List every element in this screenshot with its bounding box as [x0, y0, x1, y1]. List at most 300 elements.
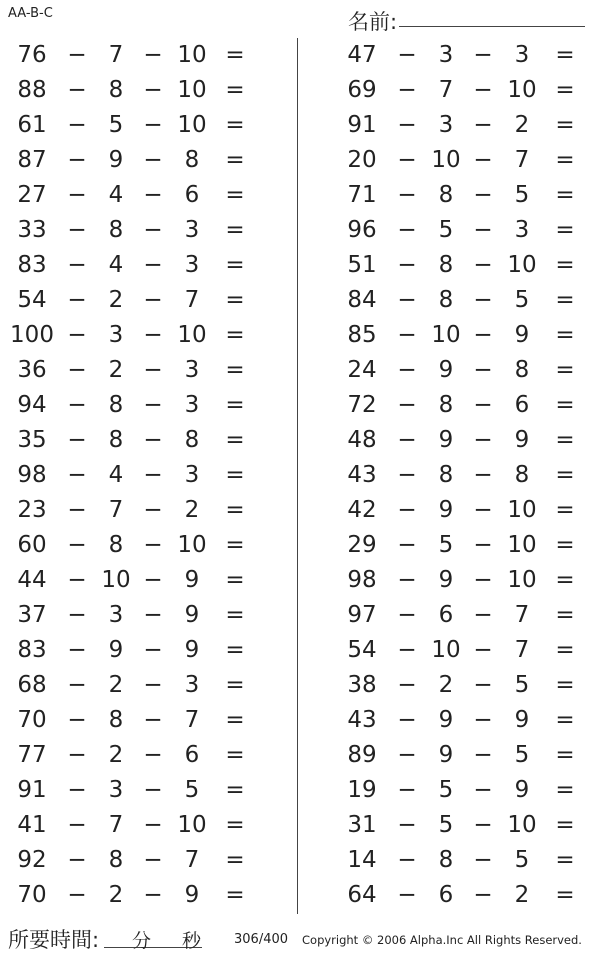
problem-row — [330, 563, 600, 598]
subtrahend-1: 5 — [438, 777, 454, 803]
column-divider — [297, 38, 298, 914]
equals-sign: = — [555, 427, 575, 453]
minus-sign: − — [473, 357, 493, 383]
subtrahend-2: 6 — [184, 182, 200, 208]
problem-row — [330, 878, 600, 913]
minus-sign: − — [473, 847, 493, 873]
minus-sign: − — [473, 427, 493, 453]
subtrahend-1: 6 — [438, 602, 454, 628]
subtrahend-1: 5 — [438, 812, 454, 838]
equals-sign: = — [555, 777, 575, 803]
minutes-label: 分 — [132, 930, 152, 952]
equals-sign: = — [225, 847, 245, 873]
minus-sign: − — [397, 147, 417, 173]
minus-sign: − — [67, 252, 87, 278]
minus-sign: − — [397, 357, 417, 383]
subtrahend-1: 8 — [438, 847, 454, 873]
minus-sign: − — [473, 322, 493, 348]
minuend: 69 — [347, 77, 377, 103]
problem-row — [0, 283, 270, 318]
subtrahend-2: 9 — [514, 707, 530, 733]
footer — [0, 922, 600, 952]
minus-sign: − — [473, 147, 493, 173]
minus-sign: − — [67, 742, 87, 768]
minus-sign: − — [397, 182, 417, 208]
minuend: 27 — [17, 182, 47, 208]
subtrahend-1: 10 — [431, 147, 461, 173]
minus-sign: − — [67, 777, 87, 803]
equals-sign: = — [555, 217, 575, 243]
minuend: 100 — [10, 322, 54, 348]
subtrahend-1: 2 — [108, 287, 124, 313]
problem-row — [0, 178, 270, 213]
subtrahend-2: 10 — [507, 77, 537, 103]
problem-row — [0, 318, 270, 353]
minuend: 83 — [17, 637, 47, 663]
minus-sign: − — [473, 112, 493, 138]
subtrahend-2: 10 — [177, 532, 207, 558]
equals-sign: = — [225, 217, 245, 243]
subtrahend-2: 8 — [514, 462, 530, 488]
problem-row — [0, 633, 270, 668]
minus-sign: − — [143, 637, 163, 663]
minuend: 54 — [347, 637, 377, 663]
subtrahend-1: 5 — [438, 532, 454, 558]
equals-sign: = — [555, 112, 575, 138]
right-problem-column — [330, 38, 600, 913]
minus-sign: − — [67, 427, 87, 453]
minus-sign: − — [397, 882, 417, 908]
minuend: 70 — [17, 707, 47, 733]
minus-sign: − — [397, 567, 417, 593]
minuend: 14 — [347, 847, 377, 873]
equals-sign: = — [225, 252, 245, 278]
equals-sign: = — [225, 322, 245, 348]
minus-sign: − — [67, 287, 87, 313]
subtrahend-2: 3 — [184, 672, 200, 698]
problem-row — [330, 318, 600, 353]
subtrahend-2: 9 — [514, 322, 530, 348]
minus-sign: − — [67, 42, 87, 68]
subtrahend-2: 8 — [184, 427, 200, 453]
equals-sign: = — [225, 532, 245, 558]
minus-sign: − — [143, 357, 163, 383]
subtrahend-2: 9 — [184, 637, 200, 663]
problem-row — [330, 353, 600, 388]
subtrahend-2: 9 — [184, 567, 200, 593]
minus-sign: − — [397, 497, 417, 523]
minuend: 37 — [17, 602, 47, 628]
minus-sign: − — [67, 147, 87, 173]
minuend: 89 — [347, 742, 377, 768]
minus-sign: − — [143, 742, 163, 768]
minuend: 97 — [347, 602, 377, 628]
minus-sign: − — [397, 707, 417, 733]
minus-sign: − — [473, 602, 493, 628]
minus-sign: − — [143, 147, 163, 173]
subtrahend-1: 10 — [431, 637, 461, 663]
minus-sign: − — [143, 777, 163, 803]
minus-sign: − — [143, 812, 163, 838]
minus-sign: − — [67, 392, 87, 418]
subtrahend-2: 10 — [177, 112, 207, 138]
minuend: 44 — [17, 567, 47, 593]
minus-sign: − — [143, 847, 163, 873]
minus-sign: − — [397, 427, 417, 453]
minus-sign: − — [473, 672, 493, 698]
subtrahend-2: 3 — [184, 392, 200, 418]
name-field-line[interactable] — [399, 26, 585, 27]
subtrahend-2: 9 — [514, 427, 530, 453]
minuend: 91 — [17, 777, 47, 803]
subtrahend-1: 8 — [108, 77, 124, 103]
problem-row — [0, 878, 270, 913]
subtrahend-2: 10 — [177, 77, 207, 103]
subtrahend-1: 2 — [108, 742, 124, 768]
subtrahend-2: 9 — [184, 602, 200, 628]
subtrahend-1: 9 — [438, 427, 454, 453]
minuend: 76 — [17, 42, 47, 68]
subtrahend-1: 7 — [108, 497, 124, 523]
subtrahend-1: 3 — [108, 322, 124, 348]
minus-sign: − — [397, 77, 417, 103]
problem-row — [0, 38, 270, 73]
minuend: 23 — [17, 497, 47, 523]
minuend: 51 — [347, 252, 377, 278]
minus-sign: − — [473, 77, 493, 103]
equals-sign: = — [225, 882, 245, 908]
subtrahend-2: 3 — [514, 42, 530, 68]
minuend: 85 — [347, 322, 377, 348]
equals-sign: = — [225, 357, 245, 383]
subtrahend-2: 10 — [177, 812, 207, 838]
equals-sign: = — [225, 602, 245, 628]
subtrahend-2: 3 — [184, 462, 200, 488]
subtrahend-2: 5 — [514, 672, 530, 698]
minuend: 36 — [17, 357, 47, 383]
problem-row — [330, 528, 600, 563]
minus-sign: − — [473, 462, 493, 488]
subtrahend-2: 3 — [184, 217, 200, 243]
problem-row — [0, 528, 270, 563]
subtrahend-2: 6 — [184, 742, 200, 768]
equals-sign: = — [555, 287, 575, 313]
minuend: 70 — [17, 882, 47, 908]
equals-sign: = — [555, 707, 575, 733]
minuend: 29 — [347, 532, 377, 558]
subtrahend-1: 4 — [108, 252, 124, 278]
problem-row — [0, 738, 270, 773]
subtrahend-1: 10 — [431, 322, 461, 348]
minus-sign: − — [473, 252, 493, 278]
left-problem-column — [0, 38, 270, 913]
subtrahend-2: 10 — [507, 532, 537, 558]
equals-sign: = — [555, 847, 575, 873]
minus-sign: − — [143, 252, 163, 278]
minus-sign: − — [397, 812, 417, 838]
minus-sign: − — [143, 497, 163, 523]
minus-sign: − — [397, 602, 417, 628]
minus-sign: − — [473, 392, 493, 418]
minus-sign: − — [143, 287, 163, 313]
minus-sign: − — [397, 287, 417, 313]
minus-sign: − — [397, 462, 417, 488]
minus-sign: − — [143, 602, 163, 628]
minus-sign: − — [143, 427, 163, 453]
subtrahend-1: 8 — [108, 217, 124, 243]
subtrahend-2: 2 — [184, 497, 200, 523]
page-number: 306/400 — [234, 932, 289, 947]
subtrahend-1: 3 — [108, 602, 124, 628]
subtrahend-1: 9 — [438, 357, 454, 383]
problem-row — [0, 73, 270, 108]
minus-sign: − — [143, 532, 163, 558]
minus-sign: − — [67, 357, 87, 383]
problem-row — [330, 143, 600, 178]
minus-sign: − — [473, 497, 493, 523]
problem-row — [0, 388, 270, 423]
subtrahend-2: 10 — [177, 322, 207, 348]
problem-row — [0, 248, 270, 283]
problem-row — [330, 248, 600, 283]
problem-row — [330, 108, 600, 143]
minus-sign: − — [143, 42, 163, 68]
equals-sign: = — [555, 147, 575, 173]
problem-row — [330, 808, 600, 843]
subtrahend-1: 8 — [108, 392, 124, 418]
minus-sign: − — [397, 847, 417, 873]
subtrahend-1: 8 — [108, 427, 124, 453]
minus-sign: − — [67, 567, 87, 593]
subtrahend-2: 5 — [514, 287, 530, 313]
minus-sign: − — [397, 42, 417, 68]
minus-sign: − — [67, 707, 87, 733]
minuend: 92 — [17, 847, 47, 873]
minus-sign: − — [143, 882, 163, 908]
minuend: 43 — [347, 707, 377, 733]
equals-sign: = — [555, 637, 575, 663]
minus-sign: − — [473, 182, 493, 208]
equals-sign: = — [225, 497, 245, 523]
equals-sign: = — [225, 287, 245, 313]
minus-sign: − — [473, 532, 493, 558]
minus-sign: − — [397, 217, 417, 243]
problem-row — [330, 598, 600, 633]
equals-sign: = — [555, 567, 575, 593]
minus-sign: − — [473, 742, 493, 768]
subtrahend-2: 5 — [514, 847, 530, 873]
problem-row — [0, 143, 270, 178]
minuend: 48 — [347, 427, 377, 453]
equals-sign: = — [555, 672, 575, 698]
subtrahend-1: 5 — [108, 112, 124, 138]
minuend: 47 — [347, 42, 377, 68]
minuend: 38 — [347, 672, 377, 698]
subtrahend-2: 8 — [184, 147, 200, 173]
subtrahend-1: 9 — [438, 742, 454, 768]
equals-sign: = — [225, 182, 245, 208]
minus-sign: − — [473, 217, 493, 243]
minuend: 87 — [17, 147, 47, 173]
problem-row — [0, 353, 270, 388]
minus-sign: − — [67, 672, 87, 698]
equals-sign: = — [555, 742, 575, 768]
minus-sign: − — [67, 462, 87, 488]
minus-sign: − — [143, 392, 163, 418]
subtrahend-2: 2 — [514, 882, 530, 908]
minus-sign: − — [397, 392, 417, 418]
minus-sign: − — [473, 567, 493, 593]
minuend: 61 — [17, 112, 47, 138]
equals-sign: = — [555, 882, 575, 908]
problem-row — [330, 178, 600, 213]
subtrahend-1: 8 — [108, 532, 124, 558]
worksheet-code: AA-B-C — [8, 6, 53, 21]
subtrahend-1: 6 — [438, 882, 454, 908]
subtrahend-1: 8 — [438, 182, 454, 208]
equals-sign: = — [225, 462, 245, 488]
minuend: 31 — [347, 812, 377, 838]
problem-row — [0, 808, 270, 843]
problem-row — [330, 843, 600, 878]
subtrahend-2: 8 — [514, 357, 530, 383]
subtrahend-1: 8 — [438, 392, 454, 418]
seconds-label: 秒 — [182, 930, 202, 952]
subtrahend-2: 10 — [507, 567, 537, 593]
subtrahend-2: 7 — [514, 602, 530, 628]
minus-sign: − — [143, 112, 163, 138]
minus-sign: − — [397, 532, 417, 558]
equals-sign: = — [555, 812, 575, 838]
subtrahend-1: 8 — [108, 707, 124, 733]
subtrahend-1: 8 — [438, 462, 454, 488]
subtrahend-2: 10 — [507, 252, 537, 278]
subtrahend-2: 3 — [184, 357, 200, 383]
subtrahend-1: 10 — [101, 567, 131, 593]
minus-sign: − — [143, 217, 163, 243]
equals-sign: = — [225, 427, 245, 453]
equals-sign: = — [225, 77, 245, 103]
minus-sign: − — [143, 707, 163, 733]
equals-sign: = — [555, 497, 575, 523]
subtrahend-1: 7 — [438, 77, 454, 103]
subtrahend-1: 8 — [438, 252, 454, 278]
minuend: 94 — [17, 392, 47, 418]
subtrahend-1: 2 — [108, 672, 124, 698]
minuend: 68 — [17, 672, 47, 698]
subtrahend-2: 10 — [177, 42, 207, 68]
minus-sign: − — [143, 322, 163, 348]
minus-sign: − — [67, 847, 87, 873]
problem-row — [330, 388, 600, 423]
equals-sign: = — [555, 357, 575, 383]
minus-sign: − — [67, 532, 87, 558]
subtrahend-2: 7 — [514, 637, 530, 663]
subtrahend-1: 2 — [108, 357, 124, 383]
subtrahend-1: 9 — [108, 637, 124, 663]
minus-sign: − — [473, 882, 493, 908]
minuend: 24 — [347, 357, 377, 383]
copyright-notice: Copyright © 2006 Alpha.Inc All Rights Reserved. — [302, 933, 582, 947]
minuend: 96 — [347, 217, 377, 243]
subtrahend-2: 10 — [507, 812, 537, 838]
minus-sign: − — [397, 112, 417, 138]
subtrahend-2: 7 — [184, 847, 200, 873]
subtrahend-1: 4 — [108, 182, 124, 208]
subtrahend-2: 5 — [514, 182, 530, 208]
problem-row — [330, 73, 600, 108]
minus-sign: − — [67, 217, 87, 243]
minus-sign: − — [67, 637, 87, 663]
minus-sign: − — [397, 742, 417, 768]
equals-sign: = — [225, 812, 245, 838]
subtrahend-2: 9 — [184, 882, 200, 908]
subtrahend-1: 3 — [438, 112, 454, 138]
equals-sign: = — [225, 112, 245, 138]
equals-sign: = — [555, 532, 575, 558]
equals-sign: = — [225, 567, 245, 593]
subtrahend-1: 9 — [108, 147, 124, 173]
minus-sign: − — [397, 672, 417, 698]
subtrahend-1: 3 — [438, 42, 454, 68]
minuend: 33 — [17, 217, 47, 243]
minus-sign: − — [397, 777, 417, 803]
minus-sign: − — [67, 322, 87, 348]
subtrahend-1: 5 — [438, 217, 454, 243]
equals-sign: = — [555, 182, 575, 208]
equals-sign: = — [555, 602, 575, 628]
minuend: 35 — [17, 427, 47, 453]
minus-sign: − — [397, 322, 417, 348]
subtrahend-1: 9 — [438, 497, 454, 523]
subtrahend-2: 3 — [514, 217, 530, 243]
subtrahend-2: 10 — [507, 497, 537, 523]
minus-sign: − — [473, 777, 493, 803]
problem-row — [0, 423, 270, 458]
equals-sign: = — [555, 462, 575, 488]
minuend: 98 — [347, 567, 377, 593]
equals-sign: = — [225, 707, 245, 733]
subtrahend-2: 9 — [514, 777, 530, 803]
minus-sign: − — [473, 812, 493, 838]
problem-row — [330, 213, 600, 248]
problem-row — [0, 773, 270, 808]
problem-row — [330, 773, 600, 808]
minus-sign: − — [473, 42, 493, 68]
minuend: 72 — [347, 392, 377, 418]
subtrahend-2: 6 — [514, 392, 530, 418]
equals-sign: = — [225, 637, 245, 663]
minuend: 20 — [347, 147, 377, 173]
subtrahend-1: 8 — [438, 287, 454, 313]
minuend: 19 — [347, 777, 377, 803]
problem-row — [330, 38, 600, 73]
equals-sign: = — [555, 252, 575, 278]
equals-sign: = — [555, 77, 575, 103]
minus-sign: − — [67, 602, 87, 628]
subtrahend-1: 2 — [108, 882, 124, 908]
equals-sign: = — [225, 147, 245, 173]
minus-sign: − — [143, 567, 163, 593]
minus-sign: − — [67, 182, 87, 208]
subtrahend-1: 7 — [108, 812, 124, 838]
subtrahend-1: 9 — [438, 707, 454, 733]
problem-row — [0, 493, 270, 528]
minuend: 88 — [17, 77, 47, 103]
minus-sign: − — [143, 672, 163, 698]
minus-sign: − — [397, 252, 417, 278]
subtrahend-2: 3 — [184, 252, 200, 278]
